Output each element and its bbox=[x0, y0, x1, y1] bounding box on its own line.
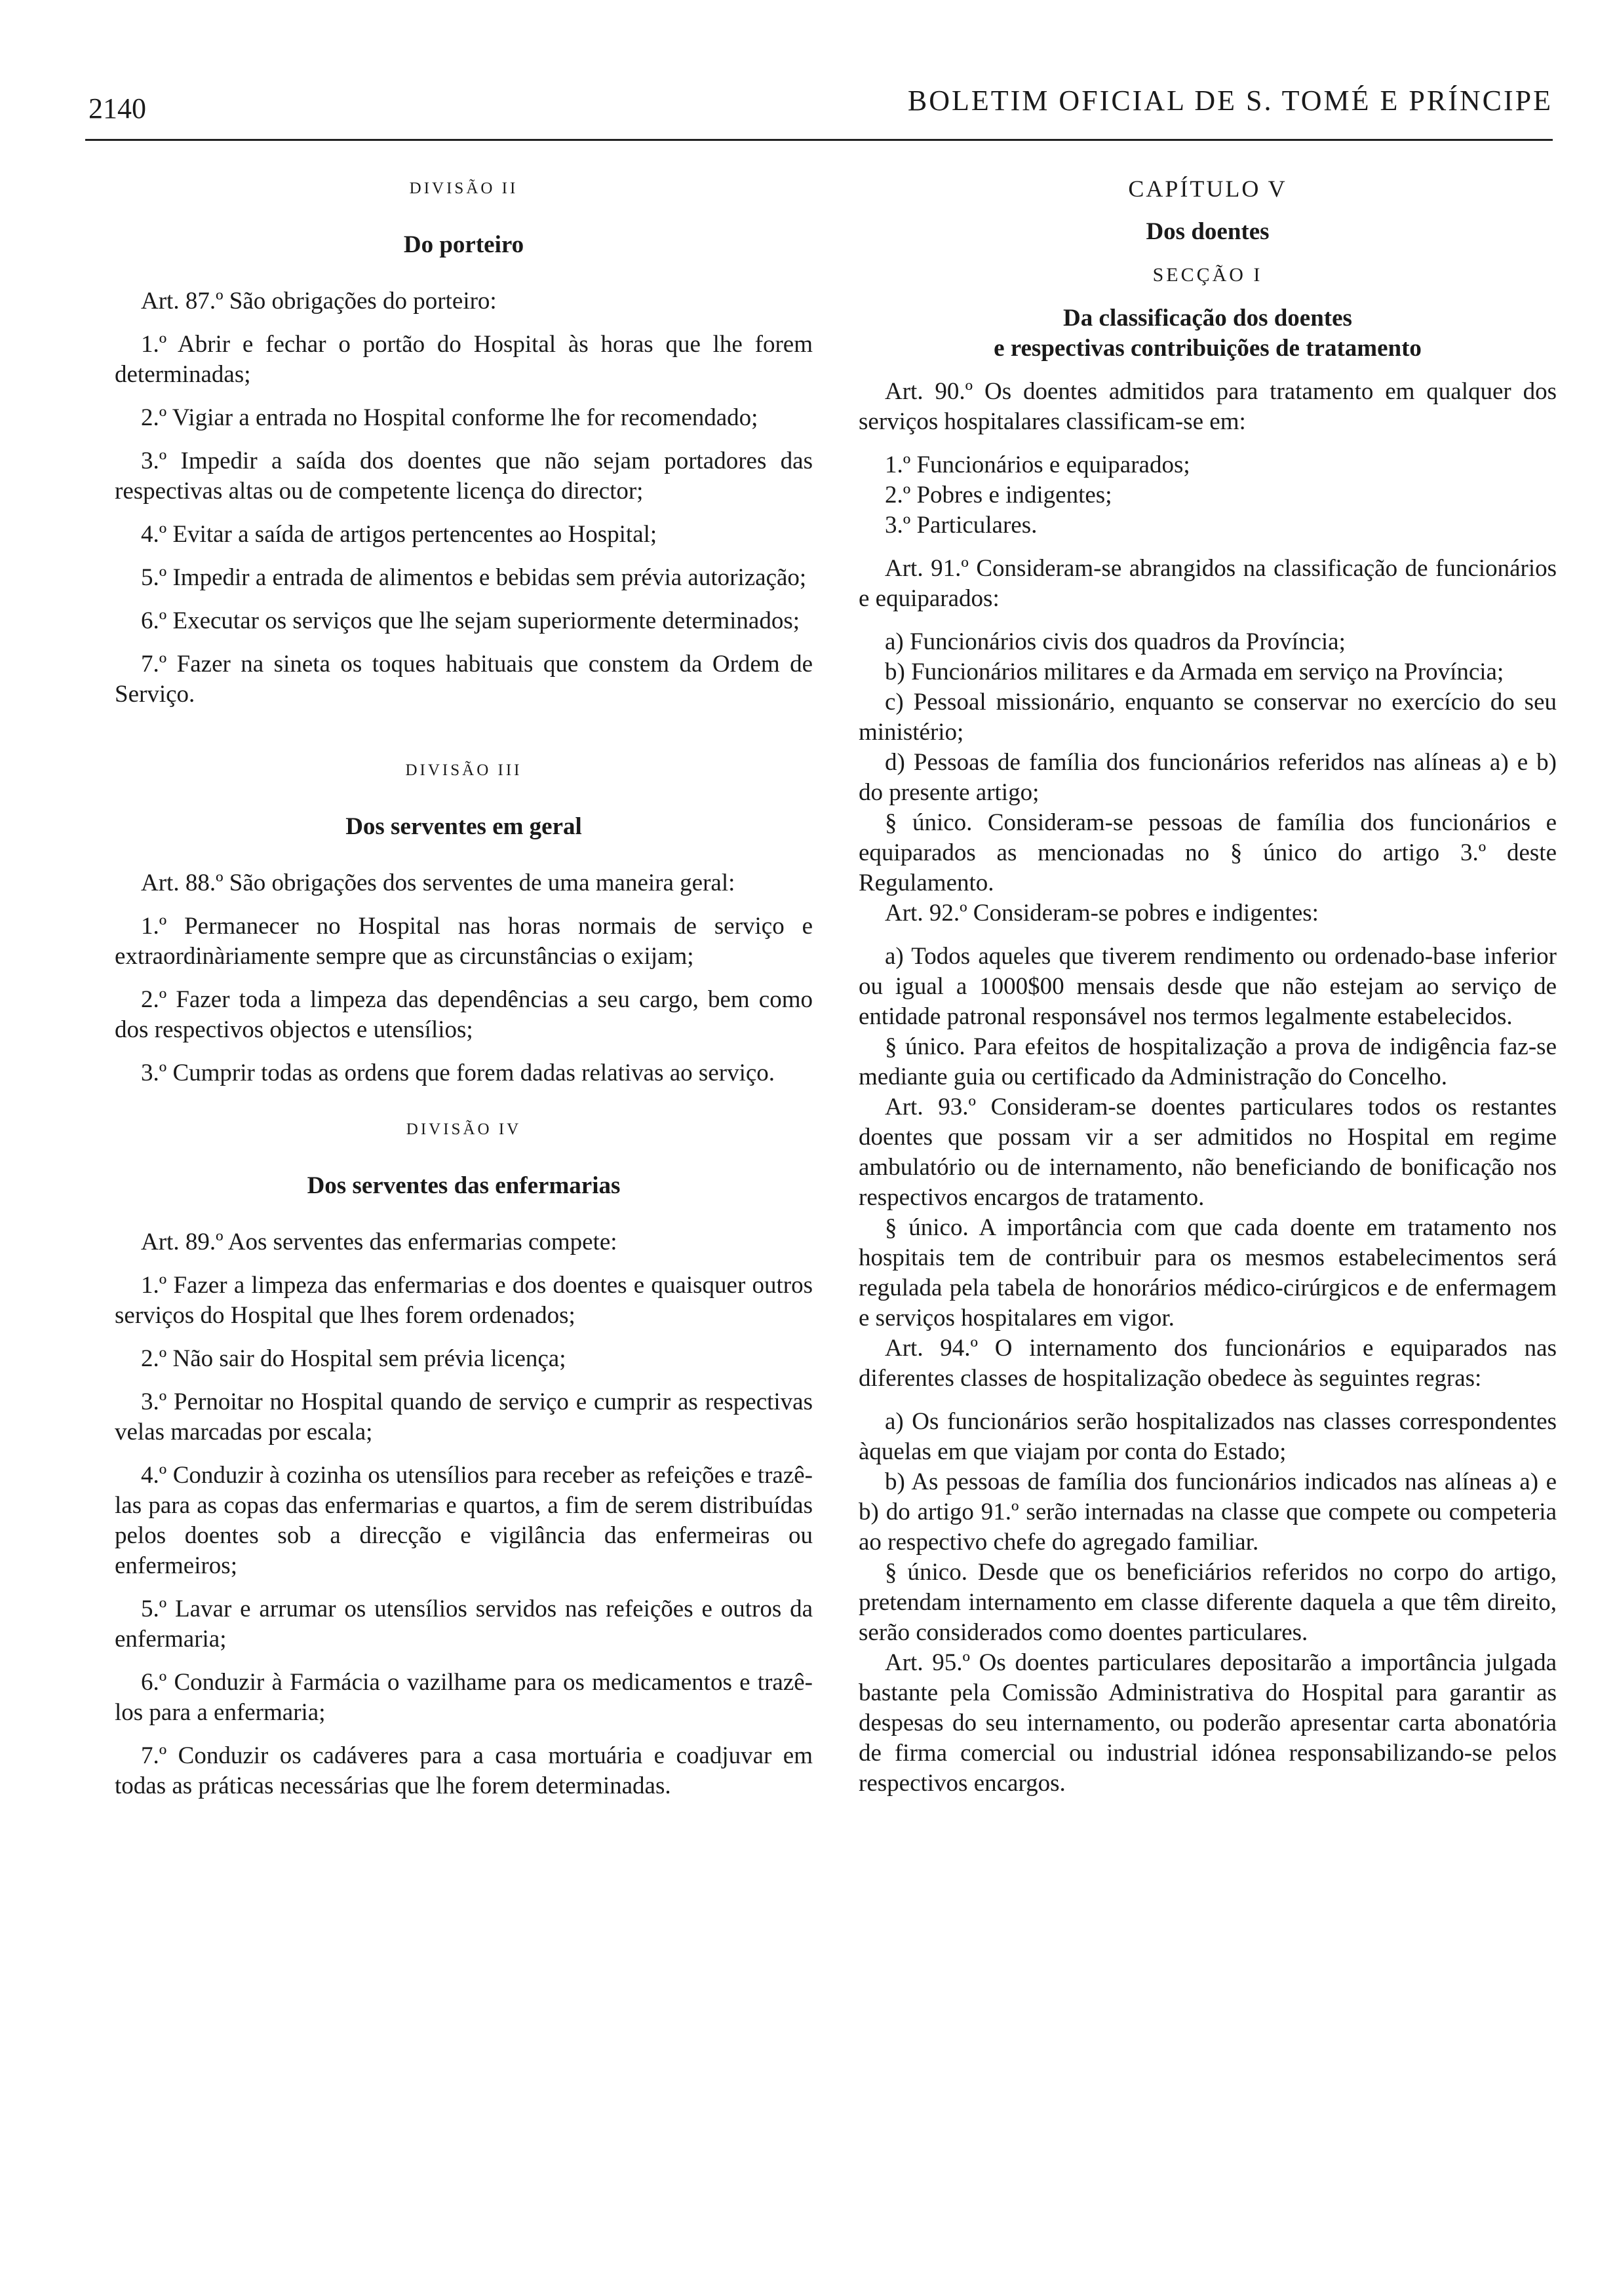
list-item: 4.º Evitar a saída de artigos pertencentes ao Hospital; bbox=[141, 521, 657, 548]
publication-title: BOLETIM OFICIAL DE S. TOMÉ E PRÍNCIPE bbox=[907, 85, 1553, 117]
article-91: Art. 91.º Consideram-se abrangidos na classificação de funcionários e equiparados: bbox=[859, 555, 1557, 612]
article-94: Art. 94.º O internamento dos funcionários e equiparados nas diferentes classes de hospitalização obedece às seguintes regras: bbox=[859, 1335, 1557, 1392]
section-title-line-1: Da classificação dos doentes bbox=[1063, 305, 1352, 332]
chapter-label: CAPÍTULO V bbox=[1128, 176, 1287, 202]
header-rule bbox=[85, 139, 1553, 141]
list-item: 3.º Particulares. bbox=[885, 512, 1038, 539]
list-item: 1.º Permanecer no Hospital nas horas normais de serviço e extraordinàriamente sempre que as circunstâncias o exijam; bbox=[115, 913, 813, 970]
list-item: d) Pessoas de família dos funcionários referidos nas alíneas a) e b) do presente artigo; bbox=[859, 749, 1557, 806]
list-item: 6.º Conduzir à Farmácia o vazilhame para os medicamentos e trazê-los para a enfermaria; bbox=[115, 1669, 813, 1726]
chapter-title: Dos doentes bbox=[1146, 218, 1270, 245]
list-item: 1.º Fazer a limpeza das enfermarias e dos doentes e quaisquer outros serviços do Hospital que lhes forem ordenados; bbox=[115, 1272, 813, 1329]
article-93: Art. 93.º Consideram-se doentes particulares todos os restantes doentes que possam vir a ser admitidos no Hospital em regime ambulatório ou de internamento, não beneficiando de bonificação nos respectivos encargos de tratamento. bbox=[859, 1094, 1557, 1211]
division-label: DIVISÃO IV bbox=[406, 1120, 522, 1138]
page-number: 2140 bbox=[88, 92, 146, 124]
list-item: 2.º Pobres e indigentes; bbox=[885, 482, 1112, 508]
list-item: a) Todos aqueles que tiverem rendimento ou ordenado-base inferior ou igual a 1000$00 mensais desde que não estejam ao serviço de entidade patronal responsável nos termos legalmente estabelecidos. bbox=[859, 943, 1557, 1030]
list-item: 2.º Não sair do Hospital sem prévia licença; bbox=[141, 1345, 566, 1372]
division-label: DIVISÃO II bbox=[409, 180, 518, 197]
paragraph-unico: § único. Consideram-se pessoas de família dos funcionários e equiparados as mencionadas no § único do artigo 3.º deste Regulamento. bbox=[859, 809, 1557, 896]
list-item: 7.º Conduzir os cadáveres para a casa mortuária e coadjuvar em todas as práticas necessárias que lhe forem determinadas. bbox=[115, 1742, 813, 1799]
section-title-line-2: e respectivas contribuições de tratamento bbox=[994, 335, 1422, 362]
article-95: Art. 95.º Os doentes particulares depositarão a importância julgada bastante pela Comissão Administrativa do Hospital para garantir as despesas do seu internamento, ou poderão apresentar carta abonatória de firma comercial ou industrial idónea responsabilizando-se pelos respectivos encargos. bbox=[859, 1649, 1557, 1797]
list-item: 3.º Cumprir todas as ordens que forem dadas relativas ao serviço. bbox=[141, 1060, 775, 1086]
division-label: DIVISÃO III bbox=[405, 761, 522, 779]
list-item: 4.º Conduzir à cozinha os utensílios para receber as refeições e trazê-las para as copas das enfermarias e quartos, a fim de serem distribuídas pelos doentes sob a direcção e vigilância das enfermeiras ou enfermeiros; bbox=[115, 1462, 813, 1579]
article-92: Art. 92.º Consideram-se pobres e indigentes: bbox=[885, 900, 1319, 927]
list-item: 6.º Executar os serviços que lhe sejam superiormente determinados; bbox=[141, 607, 800, 634]
paragraph-unico: § único. A importância com que cada doente em tratamento nos hospitais tem de contribuir para os mesmos estabelecimentos será regulada pela tabela de honorários médico-cirúrgicos e de enfermagem e serviços hospitalares em vigor. bbox=[859, 1214, 1557, 1331]
paragraph-unico: § único. Para efeitos de hospitalização a prova de indigência faz-se mediante guia ou certificado da Administração do Concelho. bbox=[859, 1033, 1557, 1090]
division-title: Dos serventes em geral bbox=[345, 813, 582, 840]
list-item: 2.º Vigiar a entrada no Hospital conforme lhe for recomendado; bbox=[141, 404, 758, 431]
list-item: b) Funcionários militares e da Armada em serviço na Província; bbox=[885, 659, 1504, 685]
right-column bbox=[859, 174, 1557, 1799]
left-column bbox=[115, 174, 813, 1801]
section-label: SECÇÃO I bbox=[1152, 264, 1263, 286]
list-item: a) Funcionários civis dos quadros da Província; bbox=[885, 628, 1346, 655]
list-item: b) As pessoas de família dos funcionários indicados nas alíneas a) e b) do artigo 91.º serão internadas na classe que compete ou competeria ao respectivo chefe do agregado familiar. bbox=[859, 1468, 1557, 1556]
list-item: 7.º Fazer na sineta os toques habituais que constem da Ordem de Serviço. bbox=[115, 651, 813, 708]
article-87: Art. 87.º São obrigações do porteiro: bbox=[141, 288, 497, 315]
list-item: c) Pessoal missionário, enquanto se conservar no exercício do seu ministério; bbox=[859, 689, 1557, 746]
list-item: 1.º Funcionários e equiparados; bbox=[885, 451, 1190, 478]
division-title: Do porteiro bbox=[403, 231, 524, 258]
list-item: 1.º Abrir e fechar o portão do Hospital às horas que lhe forem determinadas; bbox=[115, 331, 813, 388]
article-88: Art. 88.º São obrigações dos serventes de uma maneira geral: bbox=[141, 870, 735, 896]
article-90: Art. 90.º Os doentes admitidos para tratamento em qualquer dos serviços hospitalares classificam-se em: bbox=[859, 378, 1557, 435]
division-title: Dos serventes das enfermarias bbox=[307, 1172, 621, 1199]
paragraph-unico: § único. Desde que os beneficiários referidos no corpo do artigo, pretendam internamento em classe diferente daquela a que têm direito, serão considerados como doentes particulares. bbox=[859, 1559, 1557, 1646]
list-item: a) Os funcionários serão hospitalizados nas classes correspondentes àquelas em que viajam por conta do Estado; bbox=[859, 1408, 1557, 1465]
list-item: 3.º Pernoitar no Hospital quando de serviço e cumprir as respectivas velas marcadas por escala; bbox=[115, 1388, 813, 1445]
article-89: Art. 89.º Aos serventes das enfermarias compete: bbox=[141, 1229, 617, 1255]
list-item: 5.º Lavar e arrumar os utensílios servidos nas refeições e outros da enfermaria; bbox=[115, 1596, 813, 1653]
list-item: 3.º Impedir a saída dos doentes que não sejam portadores das respectivas altas ou de competente licença do director; bbox=[115, 448, 813, 505]
list-item: 5.º Impedir a entrada de alimentos e bebidas sem prévia autorização; bbox=[141, 564, 807, 591]
list-item: 2.º Fazer toda a limpeza das dependências a seu cargo, bem como dos respectivos objectos e utensílios; bbox=[115, 986, 813, 1043]
